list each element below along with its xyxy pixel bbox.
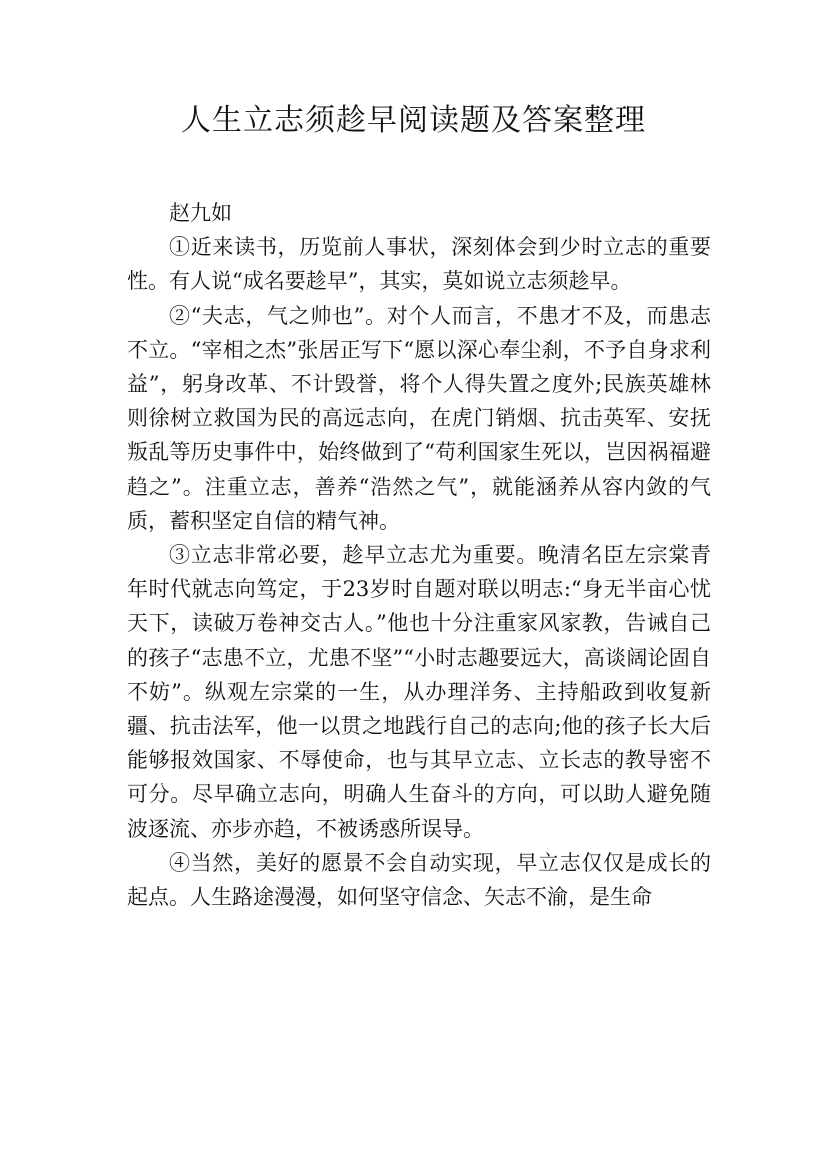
- document-title: 人生立志须趁早阅读题及答案整理: [181, 103, 646, 138]
- paragraph-4: ④当然，美好的愿景不会自动实现，早立志仅仅是成长的起点。人生路途漫漫，如何坚守信念、矢志不渝，是生命: [127, 850, 711, 910]
- paragraph-2: ②“夫志，气之帅也”。对个人而言，不患才不及，而患志不立。“宰相之杰”张居正写下“愿以深心奉尘刹，不予自身求利益”，躬身改革、不计毁誉，将个人得失置之度外;民族英雄林则徐树立救国为民的高远志向，在虎门销烟、抗击英军、安抚叛乱等历史事件中，始终做到了“苟利国家生死以，岂因祸福避趋之”。注重立志，善养“浩然之气”，就能涵养从容内敛的气质，蓄积坚定自信的精气神。: [127, 303, 711, 533]
- article-body: [127, 196, 711, 914]
- paragraph-1: ①近来读书，历览前人事状，深刻体会到少时立志的重要性。有人说“成名要趁早”，其实，莫如说立志须趁早。: [127, 235, 711, 294]
- author-line: 赵九如: [169, 201, 232, 225]
- paragraph-3: ③立志非常必要，趁早立志尤为重要。晚清名臣左宗棠青年时代就志向笃定，于23岁时自题对联以明志:“身无半亩心忧天下，读破万卷神交古人。”他也十分注重家风家教，告诫自己的孩子“志患不立，尤患不坚”“小时志趣要远大，高谈阔论固自不妨”。纵观左宗棠的一生，从办理洋务、主持船政到收复新疆、抗击法军，他一以贯之地践行自己的志向;他的孩子长大后能够报效国家、不辱使命，也与其早立志、立长志的教导密不可分。尽早确立志向，明确人生奋斗的方向，可以助人避免随波逐流、亦步亦趋，不被诱惑所误导。: [127, 543, 711, 841]
